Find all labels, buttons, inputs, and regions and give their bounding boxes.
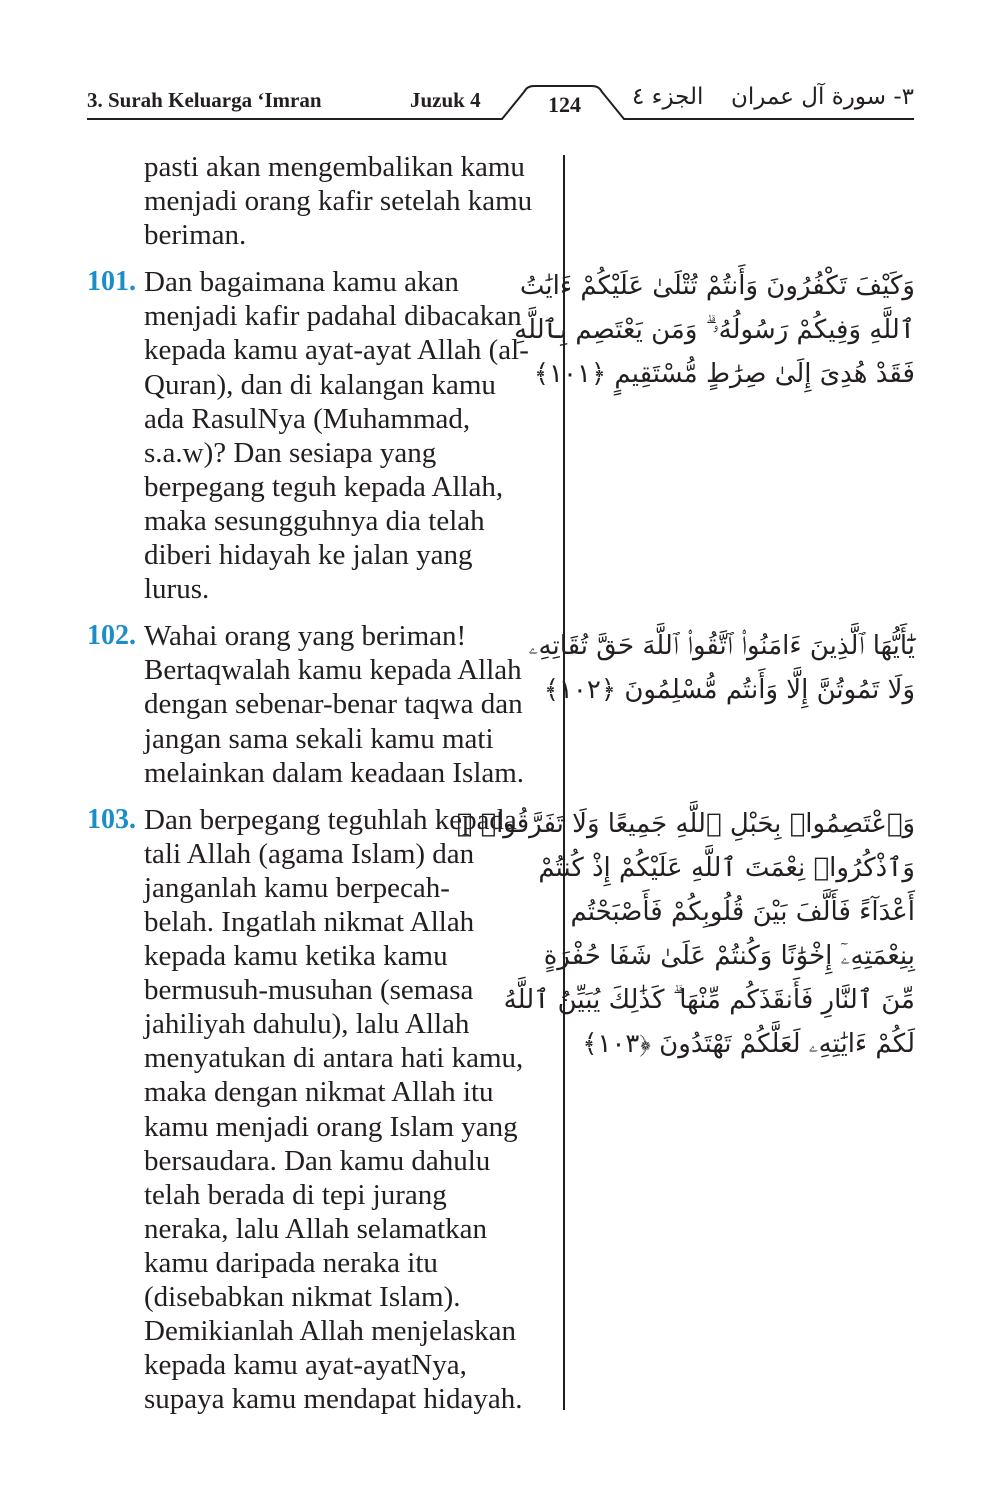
arabic-line: وَٱعْتَصِمُوا۟ بِحَبْلِ ٱللَّهِ جَمِيعًا وَلَا تَفَرَّقُوا۟ ۚ (456, 809, 915, 839)
text-line: menjadi kafir padahal dibacakan (144, 300, 522, 333)
arabic-line: فَقَدْ هُدِىَ إِلَىٰ صِرَٰطٍ مُّسْتَقِيمٍ ﴿١٠١﴾ (533, 359, 915, 389)
surah-label: 3. Surah Keluarga ‘Imran (87, 88, 322, 112)
text-line: Dan berpegang teguhlah kepada (144, 803, 517, 836)
verse-102-translation (87, 619, 555, 789)
text-line: jahiliyah dahulu), lalu Allah (144, 1008, 470, 1041)
verse-102-arabic (528, 624, 915, 712)
surah-arabic-label: ٣- سورة آل عمران (731, 84, 914, 110)
translation-column (87, 150, 555, 1416)
text-line: jangan sama sekali kamu mati (144, 722, 494, 755)
arabic-line: لَكُمْ ءَايَٰتِهِۦ لَعَلَّكُمْ تَهْتَدُونَ ﴿١٠٣﴾ (582, 1029, 915, 1059)
text-line: ada RasulNya (Muhammad, (144, 402, 471, 435)
text-line: maka sesungguhnya dia telah (144, 504, 485, 537)
text-line: Quran), dan di kalangan kamu (144, 368, 496, 401)
text-line: kepada kamu ayat-ayat Allah (al- (144, 334, 529, 367)
text-line: janganlah kamu berpecah- (144, 871, 450, 904)
text-line: kamu daripada neraka itu (144, 1246, 438, 1279)
arabic-line: وَكَيْفَ تَكْفُرُونَ وَأَنتُمْ تُتْلَىٰ عَلَيْكُمْ ءَايَٰتُ (519, 271, 915, 301)
arabic-line: يَٰٓأَيُّهَا ٱلَّذِينَ ءَامَنُوا۟ ٱتَّقُوا۟ ٱللَّهَ حَقَّ تُقَاتِهِۦ (528, 631, 915, 661)
text-line: tali Allah (agama Islam) dan (144, 837, 475, 870)
verse-number: 103. (87, 803, 136, 835)
arabic-line: وَلَا تَمُوتُنَّ إِلَّا وَأَنتُم مُّسْلِمُونَ ﴿١٠٢﴾ (543, 675, 915, 705)
text-line: menjadi orang kafir setelah kamu (144, 185, 533, 218)
text-line: bersaudara. Dan kamu dahulu (144, 1144, 491, 1177)
arabic-line: مِّنَ ٱلنَّارِ فَأَنقَذَكُم مِّنْهَا ۗ كَذَٰلِكَ يُبَيِّنُ ٱللَّهُ (503, 985, 915, 1015)
text-line: kepada kamu ayat-ayatNya, (144, 1349, 467, 1382)
text-line: diberi hidayah ke jalan yang (144, 539, 473, 572)
verse-number: 102. (87, 620, 136, 652)
text-line: s.a.w)? Dan sesiapa yang (144, 436, 437, 469)
text-line: Wahai orang yang beriman! (144, 620, 467, 653)
continued-verse-text (87, 150, 555, 252)
juz-arabic-label: الجزء ٤ (632, 84, 704, 110)
page-number: 124 (548, 92, 581, 117)
text-line: lurus. (144, 573, 210, 606)
text-line: kepada kamu ketika kamu (144, 940, 448, 973)
page-header (87, 78, 914, 122)
juz-label: Juzuk 4 (410, 88, 481, 112)
text-line: beriman. (144, 219, 247, 252)
verse-number: 101. (87, 266, 136, 298)
verse-101-translation (87, 265, 555, 606)
text-line: menyatukan di antara hati kamu, (144, 1042, 524, 1075)
arabic-line: أَعْدَآءً فَأَلَّفَ بَيْنَ قُلُوبِكُمْ فَأَصْبَحْتُم (570, 897, 915, 927)
text-line: Dan bagaimana kamu akan (144, 266, 459, 299)
verse-103-translation (87, 803, 555, 1417)
text-line: maka dengan nikmat Allah itu (144, 1076, 494, 1109)
verse-101-arabic (514, 264, 915, 396)
arabic-line: ٱللَّهِ وَفِيكُمْ رَسُولُهُۥ ۗ وَمَن يَعْتَصِم بِٱللَّهِ (514, 315, 915, 345)
text-line: dengan sebenar-benar taqwa dan (144, 688, 523, 721)
text-line: bermusuh-musuhan (semasa (144, 974, 474, 1007)
text-line: Demikianlah Allah menjelaskan (144, 1315, 517, 1348)
text-line: telah berada di tepi jurang (144, 1178, 447, 1211)
arabic-line: وَٱذْكُرُوا۟ نِعْمَتَ ٱللَّهِ عَلَيْكُمْ إِذْ كُنتُمْ (538, 853, 915, 883)
text-line: pasti akan mengembalikan kamu (144, 151, 525, 183)
text-line: melainkan dalam keadaan Islam. (144, 756, 525, 789)
text-line: supaya kamu mendapat hidayah. (144, 1383, 523, 1416)
verse-103-arabic (456, 802, 915, 1066)
text-line: neraka, lalu Allah selamatkan (144, 1212, 488, 1245)
text-line: (disebabkan nikmat Islam). (144, 1281, 461, 1313)
text-line: kamu menjadi orang Islam yang (144, 1110, 518, 1143)
arabic-line: بِنِعْمَتِهِۦٓ إِخْوَٰنًا وَكُنتُمْ عَلَىٰ شَفَا حُفْرَةٍ (543, 941, 915, 971)
text-line: belah. Ingatlah nikmat Allah (144, 905, 475, 938)
text-line: berpegang teguh kepada Allah, (144, 470, 504, 503)
text-line: Bertaqwalah kamu kepada Allah (144, 654, 522, 687)
